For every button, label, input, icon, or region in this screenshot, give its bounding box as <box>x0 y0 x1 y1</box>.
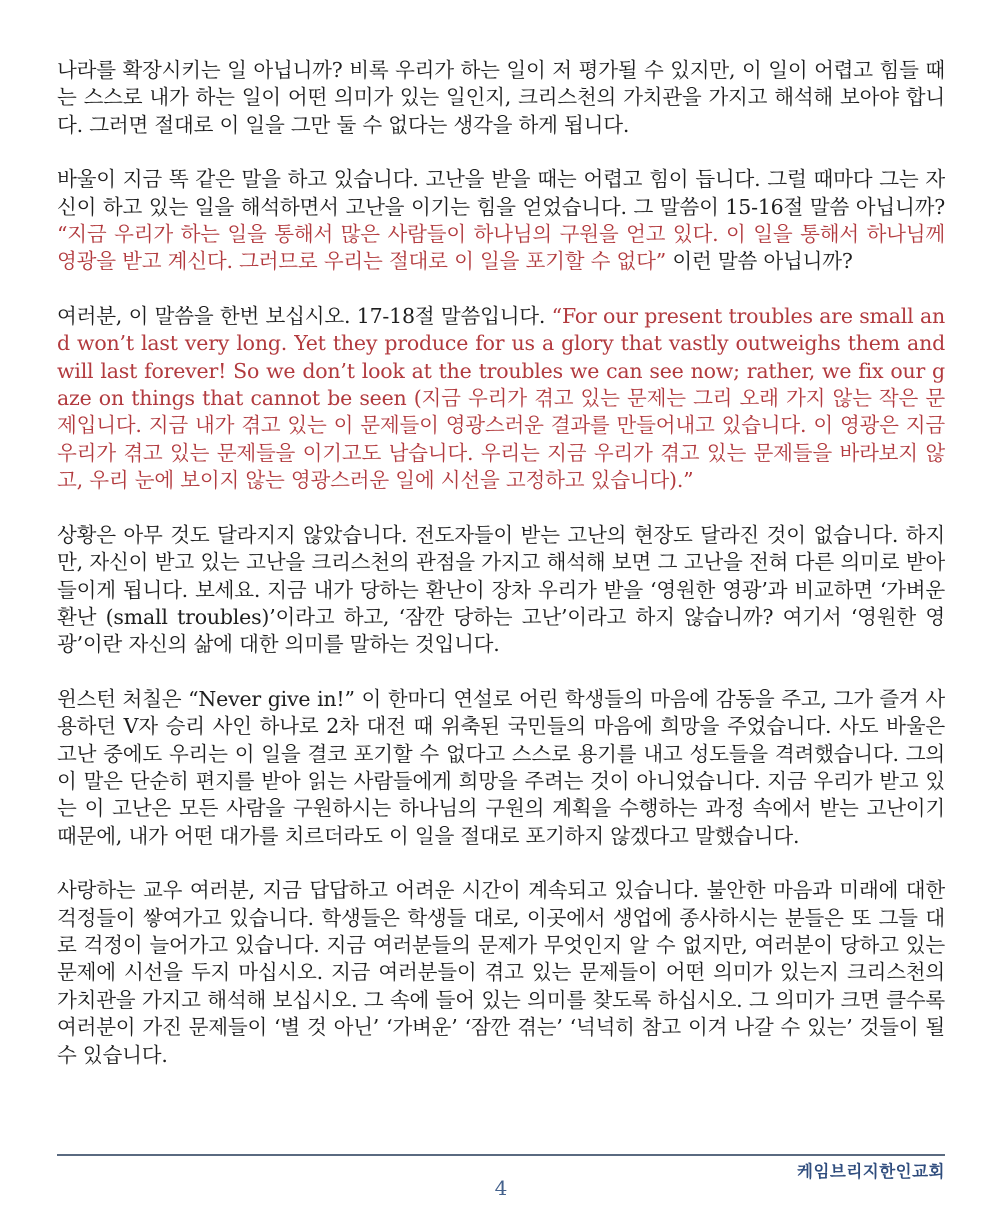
body-text-run: 여러분, 이 말씀을 한번 보십시오. 17-18절 말씀입니다. <box>57 303 552 328</box>
body-text-run: 윈스턴 처칠은 “Never give in!” 이 한마디 연설로 어린 학생들의 마음에 감동을 주고, 그가 즐겨 사용하던 V자 승리 사인 하나로 2차 대전 때 위축된 국민들의 마음에 희망을 주었습니다. 사도 바울은 고난 중에도 우리는 이 일을 결코 포기할 수 없다고 스스로 용기를 내고 성도들을 격려했습니다. 그의 이 말은 단순히 편지를 받아 읽는 사람들에게 희망을 주려는 것이 아니었습니다. 지금 우리가 받고 있는 이 고난은 모든 사람을 구원하시는 하나님의 구원의 계획을 수행하는 과정 속에서 받는 고난이기 때문에, 내가 어떤 대가를 치르더라도 이 일을 절대로 포기하지 않겠다고 말했습니다. <box>57 686 945 848</box>
body-text-run: 이런 말씀 아닙니까? <box>666 249 853 274</box>
paragraph <box>57 166 945 276</box>
body-text-run: 바울이 지금 똑 같은 말을 하고 있습니다. 고난을 받을 때는 어렵고 힘이 듭니다. 그럴 때마다 그는 자신이 하고 있는 일을 해석하면서 고난을 이기는 힘을 얻었습니다. 그 말씀이 15-16절 말씀 아닙니까? <box>57 167 945 219</box>
sermon-body <box>57 57 945 1069</box>
body-text-run: 사랑하는 교우 여러분, 지금 답답하고 어려운 시간이 계속되고 있습니다. 불안한 마음과 미래에 대한 걱정들이 쌓여가고 있습니다. 학생들은 학생들 대로, 이곳에서 생업에 종사하시는 분들은 또 그들 대로 걱정이 늘어가고 있습니다. 지금 여러분들의 문제가 무엇인지 알 수 없지만, 여러분이 당하고 있는 문제에 시선을 두지 마십시오. 지금 여러분들이 겪고 있는 문제들이 어떤 의미가 있는지 크리스천의 가치관을 가지고 해석해 보십시오. 그 속에 들어 있는 의미를 찾도록 하십시오. 그 의미가 크면 클수록 여러분이 가진 문제들이 ‘별 것 아닌’ ‘가벼운’ ‘잠깐 겪는’ ‘넉넉히 참고 이겨 나갈 수 있는’ 것들이 될 수 있습니다. <box>57 878 946 1067</box>
paragraph <box>57 57 945 139</box>
page-number: 4 <box>494 1176 508 1200</box>
body-text-run: 상황은 아무 것도 달라지지 않았습니다. 전도자들이 받는 고난의 현장도 달라진 것이 없습니다. 하지만, 자신이 받고 있는 고난을 크리스천의 관점을 가지고 해석해 보면 그 고난을 전혀 다른 의미로 받아들이게 됩니다. 보세요. 지금 내가 당하는 환난이 장차 우리가 받을 ‘영원한 영광’과 비교하면 ‘가벼운 환난 (small troubles)’이라고 하고, ‘잠깐 당하는 고난’이라고 하지 않습니까? 여기서 ‘영원한 영광’이란 자신의 삶에 대한 의미를 말하는 것입니다. <box>57 522 945 657</box>
page-footer <box>57 1154 945 1200</box>
paragraph <box>57 686 945 850</box>
paragraph <box>57 303 945 495</box>
scripture-quote-text: “지금 우리가 하는 일을 통해서 많은 사람들이 하나님의 구원을 얻고 있다. 이 일을 통해서 하나님께 영광을 받고 계신다. 그러므로 우리는 절대로 이 일을 포기할 수 없다” <box>57 222 945 274</box>
paragraph <box>57 877 945 1069</box>
scripture-quote-text: “For our present troubles are small and won’t last very long. Yet they produce for us a glory that vastly outweighs them and will last forever! So we don’t look at the troubles we can see now; rather, we fix our gaze on things that cannot be seen (지금 우리가 겪고 있는 문제는 그리 오래 가지 않는 작은 문제입니다. 지금 내가 겪고 있는 이 문제들이 영광스러운 결과를 만들어내고 있습니다. 이 영광은 지금 우리가 겪고 있는 문제들을 이기고도 남습니다. 우리는 지금 우리가 겪고 있는 문제들을 바라보지 않고, 우리 눈에 보이지 않는 영광스러운 일에 시선을 고정하고 있습니다).” <box>57 303 945 493</box>
body-text-run: 나라를 확장시키는 일 아닙니까? 비록 우리가 하는 일이 저 평가될 수 있지만, 이 일이 어렵고 힘들 때는 스스로 내가 하는 일이 어떤 의미가 있는 일인지, 크리스천의 가치관을 가지고 해석해 보아야 합니다. 그러면 절대로 이 일을 그만 둘 수 없다는 생각을 하게 됩니다. <box>57 58 945 137</box>
footer-divider <box>57 1154 945 1156</box>
footer-church-name: 케임브리지한인교회 <box>797 1162 945 1181</box>
paragraph <box>57 522 945 659</box>
